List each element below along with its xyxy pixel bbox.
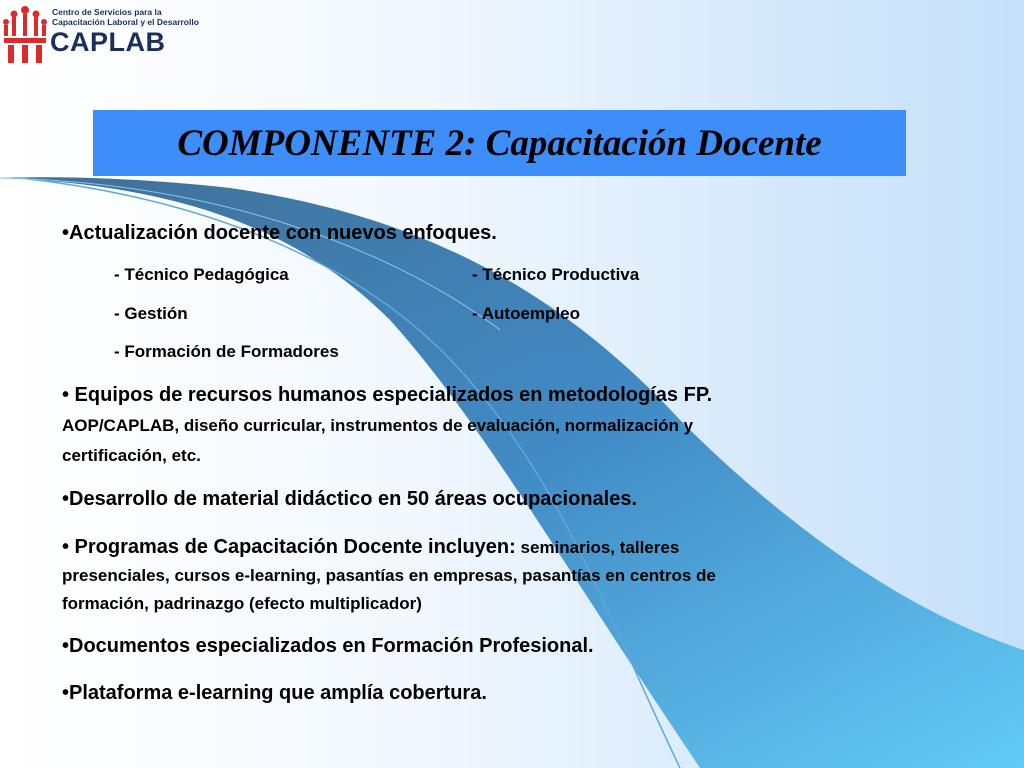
bullet-equipos: • Equipos de recursos humanos especializados en metodologías FP. — [62, 384, 713, 406]
sub-item-tecnico-productiva: - Técnico Productiva — [472, 265, 640, 284]
caplab-logo — [0, 0, 200, 70]
bullet-equipos-line2: AOP/CAPLAB, diseño curricular, instrumentos de evaluación, normalización y — [62, 416, 694, 435]
bullet-desarrollo-material: •Desarrollo de material didáctico en 50 áreas ocupacionales. — [62, 488, 638, 510]
sub-item-formacion-formadores: - Formación de Formadores — [114, 342, 339, 361]
logo-tagline-line1: Centro de Servicios para la — [52, 7, 162, 17]
bullet-plataforma: •Plataforma e-learning que amplía cobertura. — [62, 682, 487, 704]
bullet-programas-head: • Programas de Capacitación Docente incluyen: — [62, 536, 516, 558]
logo-brand-name: CAPLAB — [50, 27, 166, 57]
bullet-equipos-line3: certificación, etc. — [62, 446, 201, 465]
title-banner — [93, 110, 906, 176]
page-title: COMPONENTE 2: Capacitación Docente — [177, 123, 822, 164]
bullet-programas-tail: seminarios, talleres — [515, 538, 680, 557]
bullet-programas-line3: formación, padrinazgo (efecto multiplicador) — [62, 594, 422, 613]
bullet-documentos: •Documentos especializados en Formación Profesional. — [62, 635, 594, 657]
caplab-emblem-icon — [2, 2, 48, 66]
sub-item-autoempleo: - Autoempleo — [472, 304, 580, 323]
sub-item-gestion: - Gestión — [114, 304, 188, 323]
bullet-programas — [62, 536, 679, 559]
bullet-programas-line2: presenciales, cursos e-learning, pasantías en empresas, pasantías en centros de — [62, 566, 716, 585]
sub-item-tecnico-pedagogica: - Técnico Pedagógica — [114, 265, 289, 284]
bullet-actualizacion: •Actualización docente con nuevos enfoques. — [62, 222, 497, 244]
logo-tagline-line2: Capacitación Laboral y el Desarrollo — [52, 17, 199, 27]
